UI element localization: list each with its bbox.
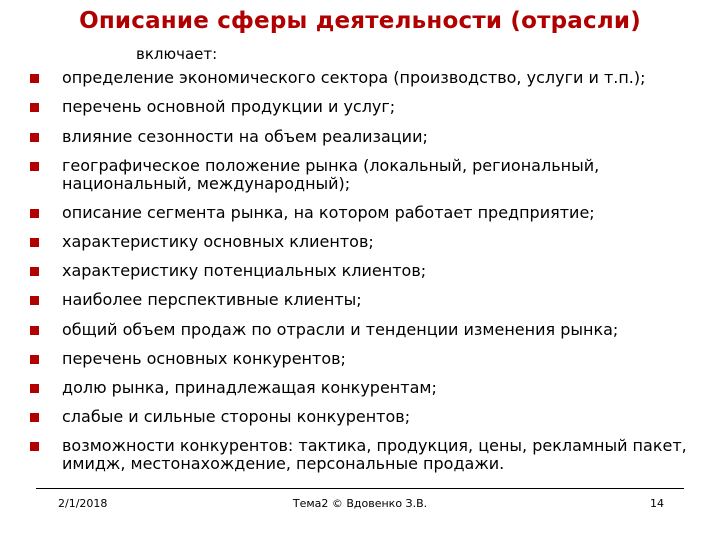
square-bullet-icon — [30, 162, 39, 171]
square-bullet-icon — [30, 74, 39, 83]
square-bullet-icon — [30, 209, 39, 218]
list-item-text: описание сегмента рынка, на котором работает предприятие; — [62, 203, 595, 222]
square-bullet-icon — [30, 238, 39, 247]
list-item-text: характеристику потенциальных клиентов; — [62, 261, 427, 280]
footer-date: 2/1/2018 — [58, 497, 108, 510]
list-item-text: слабые и сильные стороны конкурентов; — [62, 407, 411, 426]
slide-subtitle: включает: — [136, 45, 218, 63]
list-item-text: определение экономического сектора (производство, услуги и т.п.); — [62, 68, 646, 87]
square-bullet-icon — [30, 326, 39, 335]
footer-author: Тема2 © Вдовенко З.В. — [292, 497, 428, 510]
square-bullet-icon — [30, 384, 39, 393]
footer-divider — [36, 488, 684, 489]
list-item-text: общий объем продаж по отрасли и тенденции изменения рынка; — [62, 320, 619, 339]
list-item-text: долю рынка, принадлежащая конкурентам; — [62, 378, 437, 397]
list-item-text: географическое положение рынка (локальный, региональный, национальный, международный); — [62, 156, 600, 193]
square-bullet-icon — [30, 442, 39, 451]
list-item-text: возможности конкурентов: тактика, продукция, цены, рекламный пакет, имидж, местонахождение, персональные продажи. — [62, 436, 687, 473]
list-item-text: перечень основной продукции и услуг; — [62, 97, 396, 116]
page-number: 14 — [650, 497, 664, 510]
square-bullet-icon — [30, 133, 39, 142]
square-bullet-icon — [30, 296, 39, 305]
square-bullet-icon — [30, 267, 39, 276]
list-item-text: наиболее перспективные клиенты; — [62, 290, 362, 309]
square-bullet-icon — [30, 355, 39, 364]
square-bullet-icon — [30, 103, 39, 112]
square-bullet-icon — [30, 413, 39, 422]
list-item-text: характеристику основных клиентов; — [62, 232, 374, 251]
list-item-text: перечень основных конкурентов; — [62, 349, 346, 368]
slide-title: Описание сферы деятельности (отрасли) — [79, 8, 641, 34]
list-item-text: влияние сезонности на объем реализации; — [62, 127, 428, 146]
